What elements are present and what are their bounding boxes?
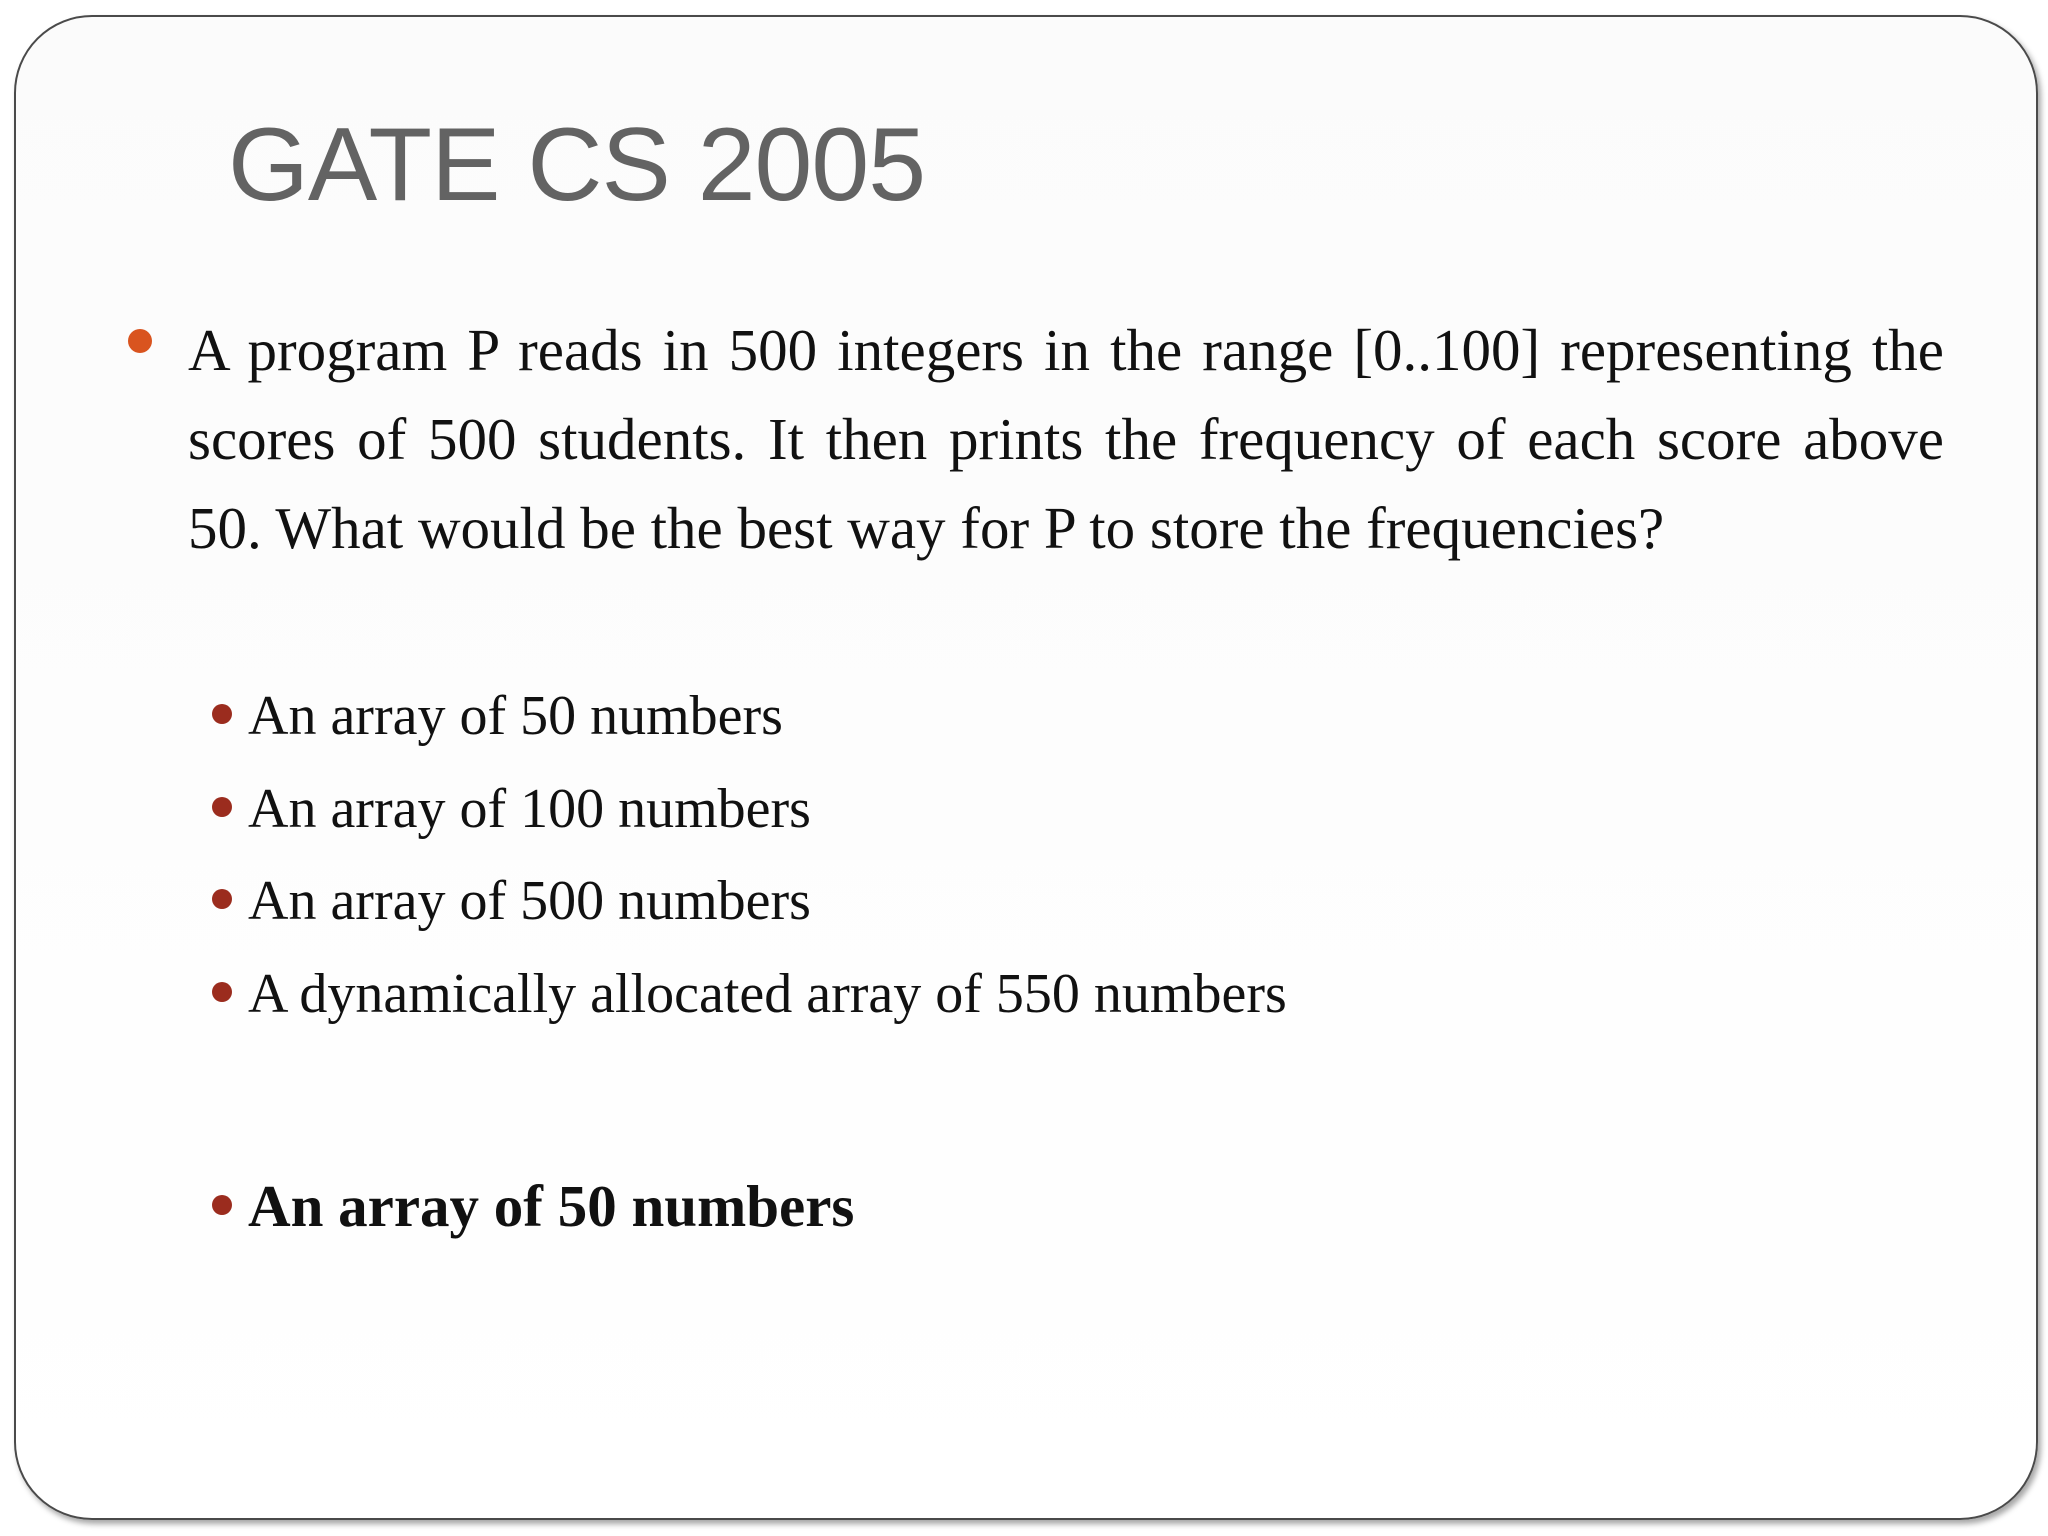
answer-bullet-icon [212,1195,232,1215]
option-bullet-icon [212,982,232,1002]
option-label: An array of 100 numbers [248,778,811,840]
option-bullet-icon [212,889,232,909]
slide-title: GATE CS 2005 [228,107,926,223]
option-bullet-icon [212,704,232,724]
question-text: A program P reads in 500 integers in the range [0..100] representing the scores of 500 students. It then prints the frequency of each score above 50. What would be the best way for P to store the frequencies? [188,317,1944,561]
slide-frame [14,15,2038,1520]
question-bullet-icon [128,329,152,353]
option-item [248,777,811,841]
option-label: A dynamically allocated array of 550 numbers [248,963,1287,1025]
answer-text: An array of 50 numbers [248,1173,855,1239]
option-bullet-icon [212,797,232,817]
option-item [248,684,783,748]
option-item [248,869,811,933]
option-item [248,962,1287,1026]
option-label: An array of 500 numbers [248,870,811,932]
answer-item [248,1173,854,1239]
option-label: An array of 50 numbers [248,685,783,747]
